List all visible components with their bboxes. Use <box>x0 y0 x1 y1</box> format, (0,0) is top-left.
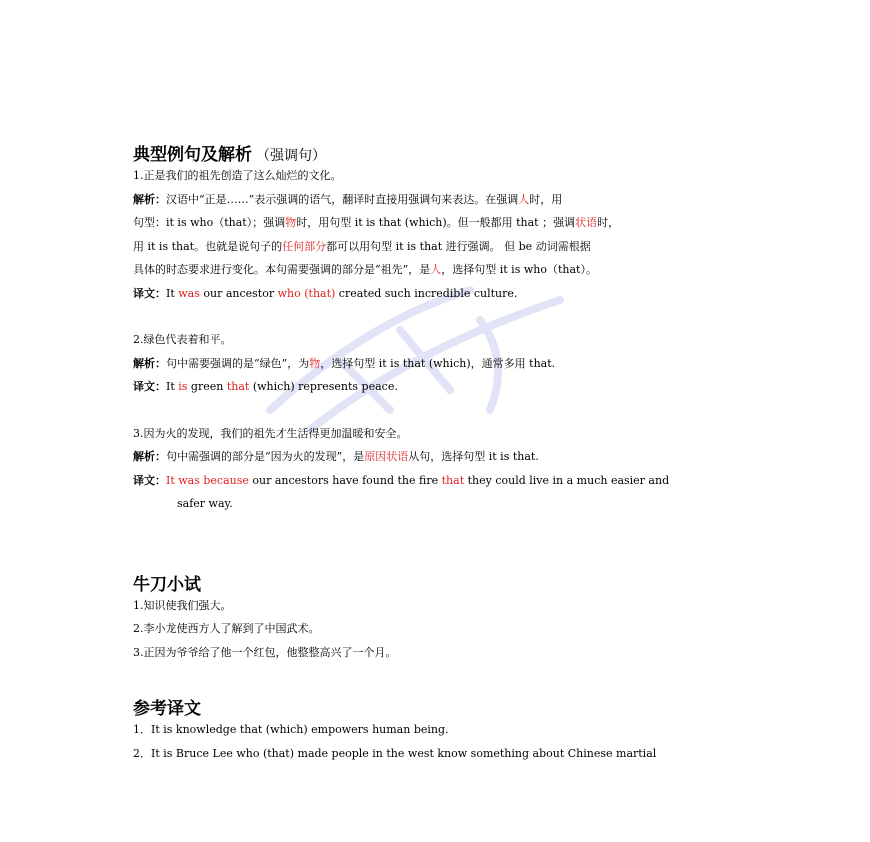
practice-item-3: 3.正因为爷爷给了他一个红包，他整整高兴了一个月。 <box>133 646 397 659</box>
practice-item-1: 1.知识使我们强大。 <box>133 599 232 612</box>
reference-item-2: 2．It is Bruce Lee who (that) made people in the west know something about Chinese martial <box>133 747 657 760</box>
section-title-typical-examples: 典型例句及解析 （强调句） <box>133 145 326 165</box>
example-2-question: 2.绿色代表着和平。 <box>133 333 232 346</box>
practice-item-2: 2.李小龙使西方人了解到了中国武术。 <box>133 622 320 635</box>
example-3-translation: 译文：It was because our ancestors have found the fire that they could live in a much easier and <box>133 474 670 487</box>
example-3-question: 3.因为火的发现，我们的祖先才生活得更加温暖和安全。 <box>133 427 408 440</box>
example-2-analysis: 解析：句中需要强调的是“绿色”，为物，选择句型 it is that (which)，通常多用 that. <box>133 357 556 370</box>
example-1-analysis-line-2: 句型：it is who（that）；强调物时，用句型 it is that (which)。但一般都用 that ；强调状语时， <box>133 216 620 229</box>
example-1-question: 1.正是我们的祖先创造了这么灿烂的文化。 <box>133 169 342 182</box>
example-1-analysis-line-4: 具体的时态要求进行变化。本句需要强调的部分是“祖先”，是人，选择句型 it is who（that）。 <box>133 263 597 276</box>
section-title-reference-translation: 参考译文 <box>133 699 201 719</box>
section-subtitle: （强调句） <box>256 148 326 164</box>
example-1-translation: 译文：It was our ancestor who (that) created such incredible culture. <box>133 287 518 300</box>
section-title-practice: 牛刀小试 <box>133 575 201 595</box>
example-1-analysis-line-3: 用 it is that。也就是说句子的任何部分都可以用句型 it is that 进行强调。 但 be 动词需根据 <box>133 240 591 253</box>
example-1-analysis-line-1: 解析：汉语中“正是……”表示强调的语气，翻译时直接用强调句来表达。在强调人时，用 <box>133 193 563 206</box>
reference-item-1: 1．It is knowledge that (which) empowers human being. <box>133 723 449 736</box>
example-2-translation: 译文：It is green that (which) represents peace. <box>133 380 398 393</box>
example-3-translation-continued: safer way. <box>177 497 233 510</box>
example-3-analysis: 解析：句中需强调的部分是“因为火的发现”，是原因状语从句，选择句型 it is that. <box>133 450 539 463</box>
